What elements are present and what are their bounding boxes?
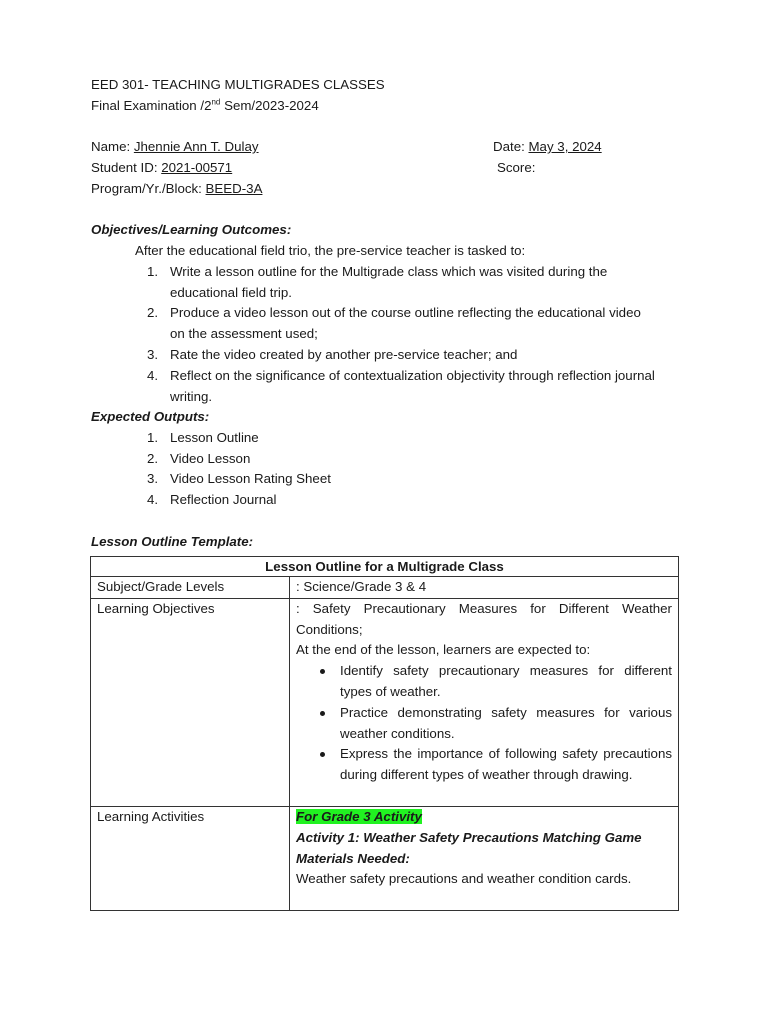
exam-prefix: Final Examination /2 — [91, 98, 212, 113]
student-name: Jhennie Ann T. Dulay — [133, 139, 259, 154]
objective-number: 3. — [147, 347, 159, 362]
objective-text: Reflect on the significance of contextualization objectivity through reflection journal — [170, 368, 655, 383]
objectives-intro-text: At the end of the lesson, learners are expected to: — [296, 642, 591, 658]
grade-activity-label — [296, 807, 672, 828]
objective-bullet: Practice demonstrating safety measures for various weather conditions. — [340, 703, 672, 745]
student-id-line — [91, 160, 232, 176]
objective-bullet: Express the importance of following safety precautions during different types of weather through drawing. — [340, 744, 672, 786]
name-label: Name: — [91, 139, 134, 154]
objective-bullets — [296, 661, 672, 786]
table-row — [91, 577, 679, 599]
program-line — [91, 181, 262, 197]
materials-heading: Materials Needed: — [296, 850, 410, 866]
output-number: 1. — [147, 430, 159, 445]
output-item: Reflection Journal — [170, 492, 277, 507]
exam-line — [91, 98, 319, 114]
learning-activities-cell — [290, 806, 679, 910]
program-value: BEED-3A — [205, 181, 263, 196]
activity-title: Activity 1: Weather Safety Precautions Matching Game — [296, 829, 642, 845]
objectives-intro: After the educational field trio, the pre-service teacher is tasked to: — [135, 243, 526, 258]
template-heading: Lesson Outline Template: — [91, 534, 254, 549]
objectives-heading: Objectives/Learning Outcomes: — [91, 222, 292, 237]
course-title: EED 301- TEACHING MULTIGRADES CLASSES — [91, 77, 385, 92]
objective-number: 4. — [147, 368, 159, 383]
table-title: Lesson Outline for a Multigrade Class — [91, 557, 679, 577]
output-item: Lesson Outline — [170, 430, 259, 445]
objective-number: 2. — [147, 305, 159, 320]
output-number: 3. — [147, 471, 159, 486]
objective-bullet: Identify safety precautionary measures for different types of weather. — [340, 661, 672, 703]
score-label: Score: — [497, 160, 536, 175]
objective-text: Write a lesson outline for the Multigrade class which was visited during the — [170, 264, 608, 279]
lesson-outline-table — [90, 556, 679, 911]
materials-text: Weather safety precautions and weather condition cards. — [296, 871, 632, 887]
row-value: : Science/Grade 3 & 4 — [290, 577, 679, 599]
objective-text: Rate the video created by another pre-service teacher; and — [170, 347, 518, 362]
objective-text-cont: writing. — [170, 389, 213, 404]
output-item: Video Lesson Rating Sheet — [170, 471, 331, 486]
objective-text-cont: on the assessment used; — [170, 326, 318, 341]
program-label: Program/Yr./Block: — [91, 181, 206, 196]
objective-number: 1. — [147, 264, 159, 279]
output-item: Video Lesson — [170, 451, 251, 466]
outputs-heading: Expected Outputs: — [91, 409, 210, 424]
date-label: Date: — [493, 139, 529, 154]
exam-suffix: Sem/2023-2024 — [220, 98, 319, 113]
objective-text: Produce a video lesson out of the course outline reflecting the educational video — [170, 305, 641, 320]
topic-text: : Safety Precautionary Measures for Different Weather Conditions; — [296, 600, 672, 637]
exam-superscript: nd — [211, 97, 221, 107]
grade-highlight: For Grade 3 Activity — [296, 808, 422, 824]
objective-text-cont: educational field trip. — [170, 285, 292, 300]
date-line — [493, 139, 602, 155]
name-line — [91, 139, 259, 155]
output-number: 4. — [147, 492, 159, 507]
row-label: Learning Activities — [91, 806, 290, 910]
row-label: Subject/Grade Levels — [91, 577, 290, 599]
exam-date: May 3, 2024 — [528, 139, 602, 154]
table-row — [91, 598, 679, 806]
table-header-row — [91, 557, 679, 577]
learning-objectives-cell — [290, 598, 679, 806]
row-label: Learning Objectives — [91, 598, 290, 806]
student-id-label: Student ID: — [91, 160, 162, 175]
table-row — [91, 806, 679, 910]
student-id: 2021-00571 — [161, 160, 233, 175]
output-number: 2. — [147, 451, 159, 466]
